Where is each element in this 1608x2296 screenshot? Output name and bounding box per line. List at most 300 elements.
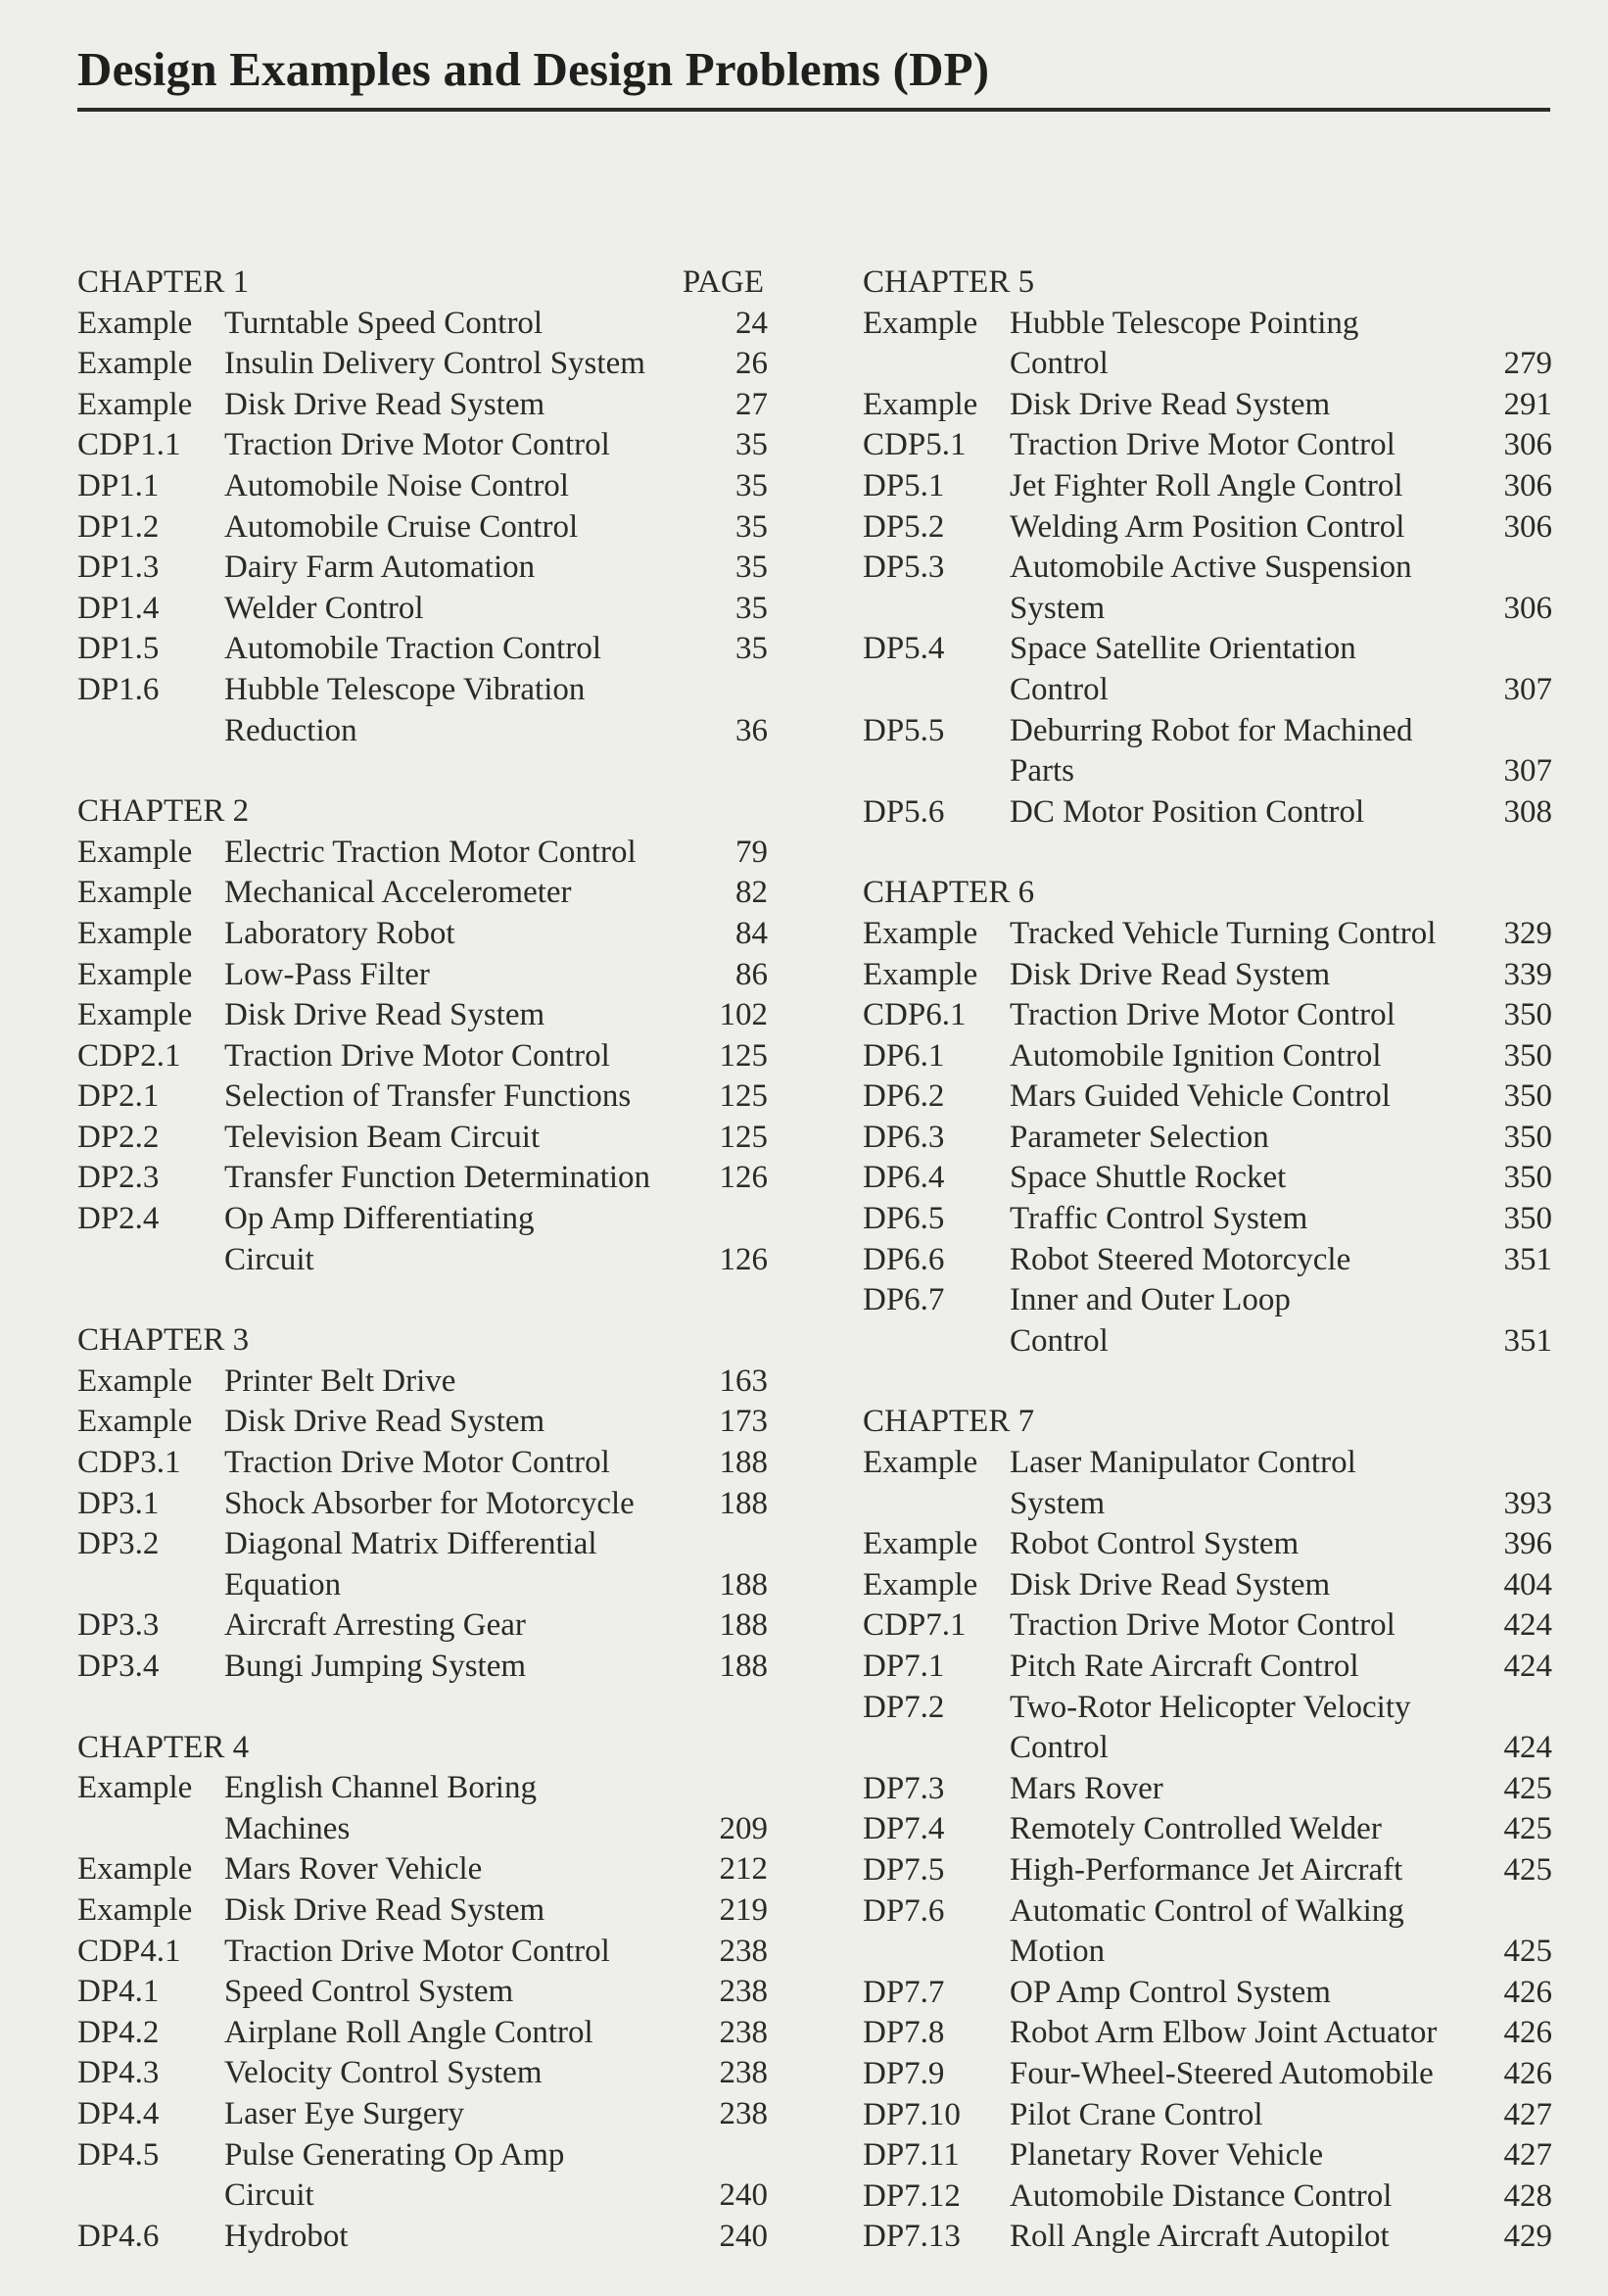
entry-title — [224, 1932, 689, 1973]
entry-row — [863, 1809, 1552, 1850]
entry-title — [224, 1036, 689, 1077]
entry-title — [1010, 1809, 1495, 1850]
entry-title-line: Dairy Farm Automation — [224, 550, 536, 586]
entry-page-number: 26 — [735, 346, 768, 382]
entry-title-line: Equation — [224, 1566, 342, 1602]
entry-title-line: Welder Control — [224, 590, 424, 626]
entry-code: DP7.12 — [863, 2177, 961, 2214]
entry-title-line: Machines — [224, 1810, 351, 1846]
entry-title — [1010, 1158, 1495, 1199]
entry-code: DP7.8 — [863, 2015, 945, 2051]
entry-title — [224, 1849, 689, 1890]
entry-title — [224, 1524, 689, 1605]
entry-title-line: Mars Rover — [1010, 1770, 1163, 1806]
chapter-section — [77, 1728, 768, 2258]
entry-code: DP5.3 — [863, 550, 945, 586]
entry-title-line: Mechanical Accelerometer — [224, 875, 572, 911]
entry-title — [224, 1076, 689, 1118]
entry-row — [77, 548, 768, 589]
entry-page-number: 426 — [1503, 1974, 1552, 2010]
chapter-header — [863, 263, 1552, 304]
entry-list — [863, 1443, 1552, 2258]
chapter-heading: CHAPTER 5 — [863, 264, 1035, 300]
entry-page-number: 306 — [1503, 427, 1552, 463]
entry-title-line: Tracked Vehicle Turning Control — [1010, 915, 1437, 951]
chapter-header — [77, 791, 768, 833]
entry-row — [863, 1850, 1552, 1891]
entry-title-line: Traction Drive Motor Control — [224, 1037, 610, 1074]
entry-row — [863, 955, 1552, 996]
entry-code: CDP2.1 — [77, 1037, 181, 1074]
entry-row — [863, 2176, 1552, 2218]
entry-page-number: 36 — [735, 712, 768, 748]
entry-code: DP6.7 — [863, 1282, 945, 1318]
entry-page-number: 188 — [719, 1445, 768, 1481]
entry-code: CDP4.1 — [77, 1933, 181, 1969]
entry-code: DP7.11 — [863, 2137, 960, 2174]
entry-row — [77, 1849, 768, 1890]
entry-code: DP7.13 — [863, 2219, 961, 2255]
entry-title-line: High-Performance Jet Aircraft — [1010, 1851, 1403, 1888]
entry-title-line: Bungi Jumping System — [224, 1649, 527, 1684]
entry-title-line: Mars Guided Vehicle Control — [1010, 1078, 1391, 1115]
entry-title — [1010, 1199, 1495, 1240]
entry-page-number: 238 — [719, 2014, 768, 2050]
entry-page-number: 35 — [735, 467, 768, 503]
entry-title — [1010, 466, 1495, 507]
entry-page-number: 173 — [719, 1404, 768, 1440]
entry-page-number: 238 — [719, 1974, 768, 2010]
entry-page-number: 351 — [1503, 1322, 1552, 1359]
entry-title-line: Automobile Noise Control — [224, 467, 569, 503]
entry-title-line: Mars Rover Vehicle — [224, 1851, 483, 1888]
entry-row — [77, 507, 768, 549]
entry-title-line: Control — [1010, 1322, 1109, 1359]
entry-title — [224, 385, 689, 426]
entry-title-line: Traction Drive Motor Control — [224, 427, 610, 463]
entry-title — [1010, 1076, 1495, 1118]
entry-code: Example — [77, 1891, 193, 1928]
chapter-section — [863, 873, 1552, 1362]
entry-row — [863, 2013, 1552, 2054]
entry-page-number: 307 — [1503, 671, 1552, 707]
entry-code: DP2.1 — [77, 1078, 160, 1115]
left-column — [77, 263, 768, 2257]
title-divider — [77, 108, 1550, 112]
chapter-heading: CHAPTER 1 — [77, 264, 250, 300]
entry-page-number: 82 — [735, 875, 768, 911]
entry-page-number: 209 — [719, 1810, 768, 1846]
entry-code: DP5.2 — [863, 508, 945, 545]
entry-code: DP7.2 — [863, 1689, 945, 1725]
entry-row — [863, 2135, 1552, 2176]
entry-code: DP4.4 — [77, 2095, 160, 2131]
entry-code: DP1.2 — [77, 508, 160, 545]
entry-code: DP3.3 — [77, 1607, 160, 1644]
entry-row — [77, 1199, 768, 1280]
entry-page-number: 424 — [1503, 1730, 1552, 1766]
entry-title-line: Control — [1010, 346, 1109, 382]
entry-title-line: Motion — [1010, 1934, 1106, 1970]
entry-code: Example — [77, 834, 193, 870]
entry-title-line: System — [1010, 1485, 1106, 1521]
entry-code: Example — [863, 1566, 978, 1602]
entry-page-number: 240 — [719, 2177, 768, 2214]
entry-code: DP7.7 — [863, 1974, 945, 2010]
entry-title — [224, 2135, 689, 2217]
entry-title-line: Hubble Telescope Vibration — [224, 671, 586, 707]
entry-title-line: Laser Eye Surgery — [224, 2095, 464, 2131]
chapter-header — [863, 873, 1552, 914]
entry-title — [224, 344, 689, 385]
entry-row — [863, 2095, 1552, 2136]
entry-code: DP6.6 — [863, 1241, 945, 1277]
entry-title — [224, 914, 689, 955]
chapter-heading: CHAPTER 6 — [863, 875, 1035, 911]
entry-list — [77, 833, 768, 1281]
entry-title — [224, 2094, 689, 2135]
entry-title-line: Control — [1010, 1730, 1109, 1766]
entry-page-number: 24 — [735, 305, 768, 341]
entry-title-line: Laboratory Robot — [224, 915, 455, 951]
entry-title-line: Planetary Rover Vehicle — [1010, 2137, 1324, 2174]
entry-code: Example — [77, 1404, 193, 1440]
page-column-header: PAGE — [682, 264, 764, 300]
entry-title-line: Two-Rotor Helicopter Velocity — [1010, 1689, 1411, 1725]
entry-title — [224, 2217, 689, 2258]
entry-code: DP6.2 — [863, 1078, 945, 1115]
entry-title — [1010, 425, 1495, 466]
entry-page-number: 308 — [1503, 793, 1552, 830]
entry-row — [77, 1076, 768, 1118]
entry-list — [863, 914, 1552, 1363]
entry-page-number: 35 — [735, 550, 768, 586]
entry-code: DP3.2 — [77, 1526, 160, 1562]
entry-title-line: Disk Drive Read System — [1010, 956, 1331, 992]
entry-page-number: 393 — [1503, 1485, 1552, 1521]
entry-title — [224, 304, 689, 345]
entry-code: DP5.6 — [863, 793, 945, 830]
entry-title-line: System — [1010, 590, 1106, 626]
entry-title — [224, 1362, 689, 1403]
entry-title-line: Automobile Ignition Control — [1010, 1037, 1382, 1074]
entry-title-line: Velocity Control System — [224, 2055, 543, 2091]
entry-title-line: Traction Drive Motor Control — [1010, 427, 1395, 463]
entry-code: DP2.4 — [77, 1201, 160, 1237]
entry-title — [224, 466, 689, 507]
entry-title — [1010, 2095, 1495, 2136]
entry-code: DP5.5 — [863, 712, 945, 748]
chapter-header — [77, 1728, 768, 1769]
entry-title — [1010, 548, 1495, 629]
entry-row — [77, 344, 768, 385]
entry-title-line: Diagonal Matrix Differential — [224, 1526, 597, 1562]
entry-page-number: 425 — [1503, 1770, 1552, 1806]
entry-title-line: Traction Drive Motor Control — [224, 1933, 610, 1969]
entry-title-line: Electric Traction Motor Control — [224, 834, 637, 870]
entry-title — [224, 548, 689, 589]
entry-title — [224, 629, 689, 670]
entry-title-line: Parameter Selection — [1010, 1119, 1269, 1155]
entry-row — [77, 1158, 768, 1199]
entry-code: CDP1.1 — [77, 427, 181, 463]
entry-row — [77, 1484, 768, 1525]
entry-row — [77, 833, 768, 874]
entry-row — [77, 466, 768, 507]
entry-page-number: 238 — [719, 2055, 768, 2091]
entry-row — [863, 304, 1552, 385]
entry-code: DP1.1 — [77, 467, 160, 503]
entry-title — [224, 833, 689, 874]
entry-title — [224, 1443, 689, 1484]
entry-page-number: 291 — [1503, 386, 1552, 422]
entry-code: DP6.5 — [863, 1201, 945, 1237]
entry-row — [863, 1199, 1552, 1240]
entry-title-line: Space Satellite Orientation — [1010, 631, 1356, 667]
entry-title — [224, 995, 689, 1036]
entry-title-line: Traffic Control System — [1010, 1201, 1308, 1237]
chapter-heading: CHAPTER 2 — [77, 793, 250, 830]
entry-code: Example — [863, 305, 978, 341]
entry-title-line: Pulse Generating Op Amp — [224, 2136, 565, 2173]
entry-title — [224, 1484, 689, 1525]
entry-title-line: Inner and Outer Loop — [1010, 1282, 1291, 1318]
entry-title-line: Laser Manipulator Control — [1010, 1445, 1356, 1481]
entry-code: Example — [77, 997, 193, 1033]
entry-row — [77, 2053, 768, 2094]
entry-title-line: Insulin Delivery Control System — [224, 346, 645, 382]
entry-page-number: 396 — [1503, 1526, 1552, 1562]
entry-code: CDP5.1 — [863, 427, 967, 463]
entry-title-line: Parts — [1010, 753, 1074, 789]
entry-title — [1010, 1850, 1495, 1891]
entry-title — [1010, 1036, 1495, 1077]
entry-title — [224, 1118, 689, 1159]
entry-title-line: Deburring Robot for Machined — [1010, 712, 1413, 748]
entry-title-line: Disk Drive Read System — [224, 997, 545, 1033]
entry-title — [224, 670, 689, 751]
chapter-heading: CHAPTER 3 — [77, 1322, 250, 1359]
entry-title-line: Pitch Rate Aircraft Control — [1010, 1649, 1359, 1684]
entry-row — [77, 914, 768, 955]
entry-code: DP2.3 — [77, 1160, 160, 1196]
entry-row — [77, 425, 768, 466]
entry-page-number: 126 — [719, 1160, 768, 1196]
entry-page-number: 306 — [1503, 467, 1552, 503]
entry-title — [1010, 629, 1495, 710]
entry-page-number: 429 — [1503, 2219, 1552, 2255]
entry-row — [77, 1932, 768, 1973]
entry-row — [77, 2217, 768, 2258]
entry-page-number: 35 — [735, 427, 768, 463]
entry-page-number: 125 — [719, 1037, 768, 1074]
entry-row — [863, 711, 1552, 792]
entry-row — [863, 507, 1552, 549]
entry-page-number: 35 — [735, 590, 768, 626]
entry-code: CDP6.1 — [863, 997, 967, 1033]
chapter-section — [77, 263, 768, 751]
entry-page-number: 279 — [1503, 346, 1552, 382]
entry-list — [863, 304, 1552, 834]
entry-title — [1010, 1443, 1495, 1524]
entry-code: DP4.1 — [77, 1974, 160, 2010]
entry-title-line: Airplane Roll Angle Control — [224, 2014, 593, 2050]
entry-code: DP7.4 — [863, 1811, 945, 1847]
entry-title-line: Traction Drive Motor Control — [1010, 1607, 1395, 1644]
entry-row — [77, 1524, 768, 1605]
entry-page-number: 163 — [719, 1363, 768, 1399]
entry-title — [1010, 2013, 1495, 2054]
entry-row — [863, 1280, 1552, 1362]
entry-row — [77, 2094, 768, 2135]
entry-code: DP1.4 — [77, 590, 160, 626]
entry-row — [77, 873, 768, 914]
entry-title-line: Robot Steered Motorcycle — [1010, 1241, 1351, 1277]
entry-row — [863, 1973, 1552, 2014]
entry-page-number: 238 — [719, 1933, 768, 1969]
entry-title-line: Automobile Cruise Control — [224, 508, 579, 545]
entry-page-number: 350 — [1503, 1160, 1552, 1196]
entry-row — [77, 385, 768, 426]
entry-row — [863, 1158, 1552, 1199]
entry-title-line: Roll Angle Aircraft Autopilot — [1010, 2219, 1390, 2255]
entry-row — [863, 995, 1552, 1036]
entry-row — [863, 792, 1552, 834]
entry-page-number: 307 — [1503, 753, 1552, 789]
entry-code: Example — [863, 956, 978, 992]
entry-page-number: 126 — [719, 1241, 768, 1277]
entry-title-line: Four-Wheel-Steered Automobile — [1010, 2055, 1434, 2091]
entry-row — [863, 1565, 1552, 1606]
entry-title-line: Reduction — [224, 712, 357, 748]
entry-row — [77, 1972, 768, 2013]
entry-row — [77, 1036, 768, 1077]
entry-page-number: 35 — [735, 508, 768, 545]
entry-row — [863, 914, 1552, 955]
entry-code: DP6.4 — [863, 1160, 945, 1196]
entry-row — [863, 1605, 1552, 1647]
entry-title — [1010, 304, 1495, 385]
entry-code: Example — [77, 1770, 193, 1806]
entry-page-number: 102 — [719, 997, 768, 1033]
entry-title — [224, 1158, 689, 1199]
entry-page-number: 329 — [1503, 915, 1552, 951]
entry-title-line: Selection of Transfer Functions — [224, 1078, 632, 1115]
entry-title — [1010, 1280, 1495, 1362]
entry-page-number: 212 — [719, 1851, 768, 1888]
entry-row — [863, 1240, 1552, 1281]
entry-title — [1010, 507, 1495, 549]
entry-title-line: Automobile Distance Control — [1010, 2177, 1393, 2214]
entry-page-number: 79 — [735, 834, 768, 870]
entry-code: DP7.5 — [863, 1851, 945, 1888]
entry-row — [863, 1118, 1552, 1159]
entry-row — [77, 1890, 768, 1932]
entry-code: Example — [863, 386, 978, 422]
entry-row — [77, 670, 768, 751]
entry-title-line: Disk Drive Read System — [1010, 1566, 1331, 1602]
entry-code: DP1.3 — [77, 550, 160, 586]
entry-title-line: English Channel Boring — [224, 1770, 537, 1806]
entry-title-line: OP Amp Control System — [1010, 1974, 1331, 2010]
entry-row — [863, 2217, 1552, 2258]
entry-page-number: 351 — [1503, 1241, 1552, 1277]
entry-row — [77, 955, 768, 996]
entry-list — [77, 1768, 768, 2257]
entry-code: DP6.3 — [863, 1119, 945, 1155]
entry-title — [1010, 711, 1495, 792]
chapter-heading: CHAPTER 4 — [77, 1729, 250, 1765]
entry-title-line: Television Beam Circuit — [224, 1119, 541, 1155]
entry-title — [224, 425, 689, 466]
entry-title-line: Turntable Speed Control — [224, 305, 544, 341]
entry-page-number: 350 — [1503, 997, 1552, 1033]
entry-title-line: Disk Drive Read System — [224, 1891, 545, 1928]
entry-code: DP6.1 — [863, 1037, 945, 1074]
entry-title-line: Automobile Traction Control — [224, 631, 602, 667]
entry-title — [224, 1890, 689, 1932]
entry-row — [863, 1443, 1552, 1524]
entry-list — [77, 1362, 768, 1688]
entry-title — [1010, 1605, 1495, 1647]
entry-page-number: 219 — [719, 1891, 768, 1928]
entry-page-number: 350 — [1503, 1037, 1552, 1074]
entry-page-number: 427 — [1503, 2137, 1552, 2174]
entry-title — [1010, 2135, 1495, 2176]
entry-row — [77, 304, 768, 345]
entry-page-number: 188 — [719, 1566, 768, 1602]
entry-title — [224, 1605, 689, 1647]
entry-row — [863, 466, 1552, 507]
entry-page-number: 240 — [719, 2218, 768, 2254]
entry-title — [1010, 1524, 1495, 1565]
entry-code: DP3.4 — [77, 1649, 160, 1684]
entry-code: Example — [77, 305, 193, 341]
entry-title-line: Printer Belt Drive — [224, 1363, 456, 1399]
chapter-header — [77, 1320, 768, 1362]
entry-row — [77, 1647, 768, 1688]
entry-page-number: 426 — [1503, 2015, 1552, 2051]
entry-row — [863, 1688, 1552, 1769]
entry-title-line: Welding Arm Position Control — [1010, 508, 1405, 545]
entry-page-number: 425 — [1503, 1851, 1552, 1888]
entry-title — [1010, 1240, 1495, 1281]
entry-row — [77, 2135, 768, 2217]
entry-page-number: 427 — [1503, 2096, 1552, 2132]
entry-row — [863, 1076, 1552, 1118]
entry-title-line: Circuit — [224, 1241, 314, 1277]
entry-title — [224, 1972, 689, 2013]
entry-code: DP1.6 — [77, 671, 160, 707]
entry-title — [1010, 1769, 1495, 1810]
entry-title-line: Hubble Telescope Pointing — [1010, 305, 1359, 341]
entry-code: DP5.1 — [863, 467, 945, 503]
chapter-header — [863, 1402, 1552, 1443]
entry-title-line: Automatic Control of Walking — [1010, 1892, 1404, 1929]
entry-row — [77, 1443, 768, 1484]
entry-title — [224, 1768, 689, 1849]
entry-title-line: Pilot Crane Control — [1010, 2096, 1263, 2132]
entry-title-line: Low-Pass Filter — [224, 956, 430, 992]
entry-title-line: Robot Control System — [1010, 1526, 1300, 1562]
entry-title — [224, 507, 689, 549]
entry-code: DP4.5 — [77, 2136, 160, 2173]
entry-title — [1010, 1891, 1495, 1973]
entry-row — [863, 1891, 1552, 1973]
entry-title — [224, 2053, 689, 2094]
entry-row — [77, 629, 768, 670]
entry-code: Example — [77, 386, 193, 422]
